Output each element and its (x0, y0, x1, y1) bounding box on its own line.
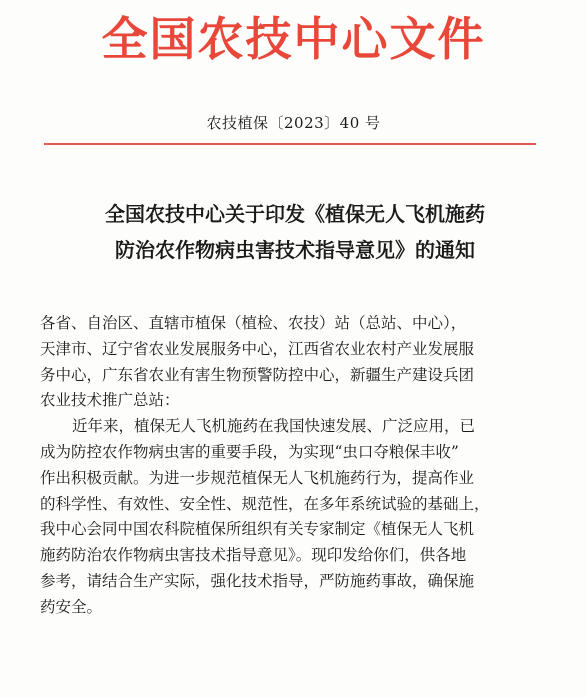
red-divider-rule (44, 143, 536, 145)
body-line: 作出积极贡献。为进一步规范植保无人飞机施药行为，提高作业 (40, 468, 475, 487)
body-line: 我中心会同中国农科院植保所组织有关专家制定《植保无人飞机 (40, 520, 475, 539)
recipient-line: 各省、自治区、直辖市植保（植检、农技）站（总站、中心）， (40, 314, 467, 332)
body-line: 的科学性、有效性、安全性、规范性，在多年系统试验的基础上， (40, 494, 490, 513)
body-line: 成为防控农作物病虫害的重要手段，为实现“虫口夺粮保丰收” (40, 442, 459, 461)
body-line: 参考，请结合生产实际，强化技术指导，严防施药事故，确保施 (40, 571, 475, 590)
masthead-title: 全国农技中心文件 (101, 12, 486, 66)
notice-body (40, 311, 560, 621)
recipient-line: 天津市、辽宁省农业发展服务中心，江西省农业农村产业发展服 (40, 339, 475, 358)
document-number: 农技植保〔2023〕40 号 (206, 114, 381, 132)
body-line: 药安全。 (40, 597, 103, 616)
body-line: 施药防治农作物病虫害技术指导意见》。现印发给你们，供各地 (40, 546, 467, 565)
notice-title (40, 196, 550, 268)
recipient-line: 务中心，广东省农业有害生物预警防控中心，新疆生产建设兵团 (40, 365, 475, 384)
notice-title-line-2: 防治农作物病虫害技术指导意见》的通知 (115, 238, 475, 262)
recipient-line: 农业技术推广总站： (40, 391, 180, 410)
body-line: 近年来，植保无人飞机施药在我国快速发展、广泛应用，已 (72, 417, 476, 436)
notice-title-line-1: 全国农技中心关于印发《植保无人飞机施药 (105, 202, 485, 226)
